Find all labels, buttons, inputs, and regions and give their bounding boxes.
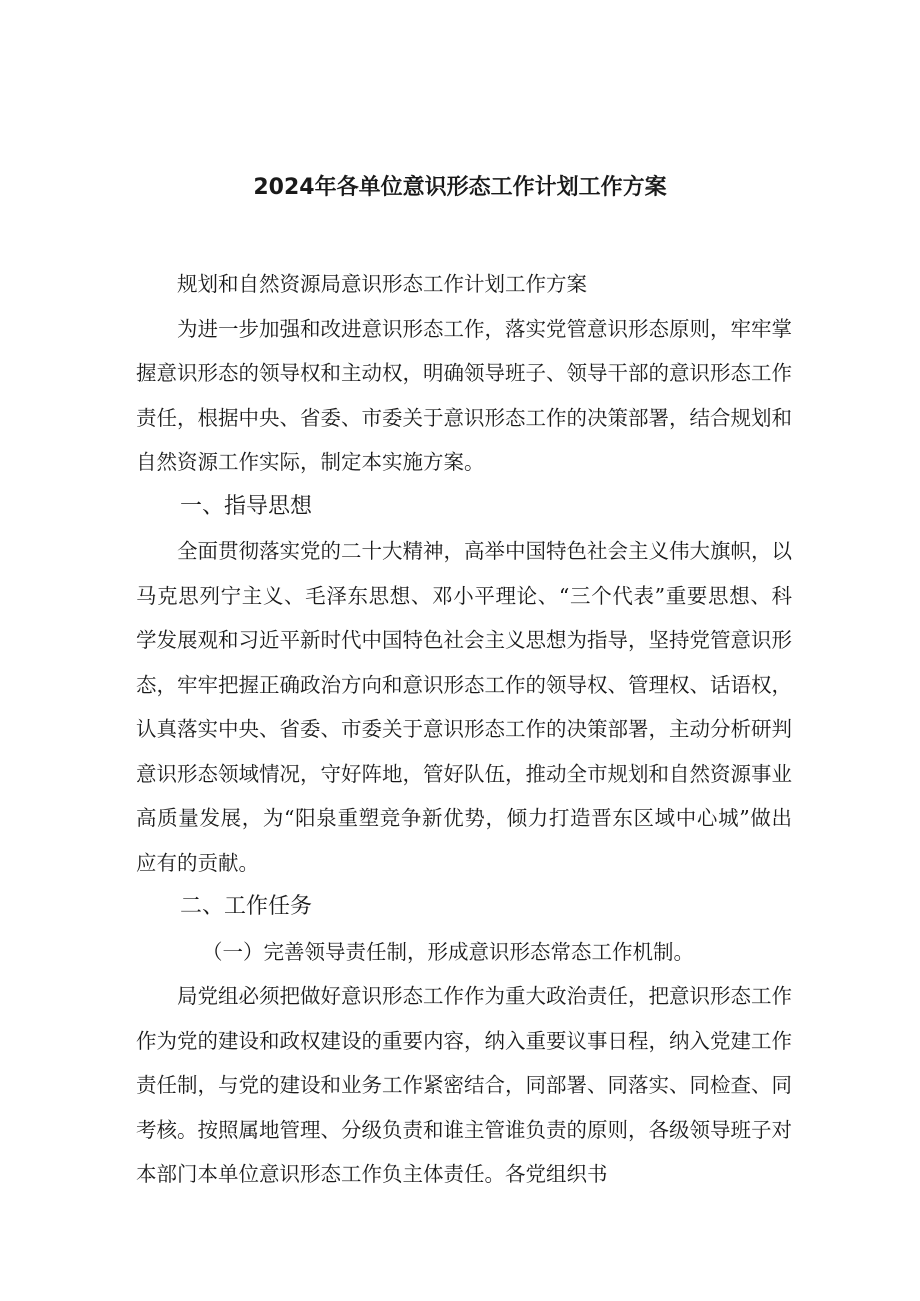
document-title: 2024年各单位意识形态工作计划工作方案 xyxy=(253,175,667,200)
document-body xyxy=(136,262,792,1197)
document-subtitle: 规划和自然资源局意识形态工作计划工作方案 xyxy=(177,272,587,296)
section-paragraph-guiding-ideology: 全面贯彻落实党的二十大精神，高举中国特色社会主义伟大旗帜，以马克思列宁主义、毛泽东思想、邓小平理论、“三个代表”重要思想、科学发展观和习近平新时代中国特色社会主义思想为指导，坚持党管意识形态，牢牢把握正确政治方向和意识形态工作的领导权、管理权、话语权，认真落实中央、省委、市委关于意识形态工作的决策部署，主动分析研判意识形态领域情况，守好阵地，管好队伍，推动全市规划和自然资源事业高质量发展，为“阳泉重塑竞争新优势，倾力打造晋东区域中心城”做出应有的贡献。 xyxy=(136,539,792,875)
section-heading-guiding-ideology: 一、指导思想 xyxy=(180,493,313,519)
section-paragraph-work-tasks: 局党组必须把做好意识形态工作作为重大政治责任，把意识形态工作作为党的建设和政权建设的重要内容，纳入重要议事日程，纳入党建工作责任制，与党的建设和业务工作紧密结合，同部署、同落实、同检查、同考核。按照属地管理、分级负责和谁主管谁负责的原则，各级领导班子对本部门本单位意识形态工作负主体责任。各党组织书 xyxy=(136,984,792,1186)
section-subheading-leadership: （一）完善领导责任制，形成意识形态常态工作机制。 xyxy=(202,939,694,964)
intro-paragraph: 为进一步加强和改进意识形态工作，落实党管意识形态原则，牢牢掌握意识形态的领导权和主动权，明确领导班子、领导干部的意识形态工作责任，根据中央、省委、市委关于意识形态工作的决策部署，结合规划和自然资源工作实际，制定本实施方案。 xyxy=(136,316,792,474)
section-heading-work-tasks: 二、工作任务 xyxy=(180,894,313,919)
